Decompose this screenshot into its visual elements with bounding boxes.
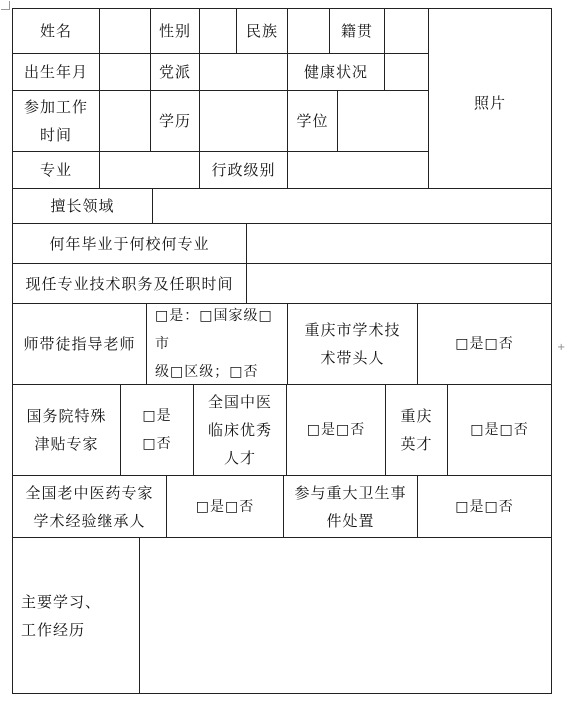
admin-level-field[interactable] bbox=[287, 151, 429, 189]
inheritor-label: 全国老中医药专家 学术经验继承人 bbox=[12, 475, 167, 538]
gender-field[interactable] bbox=[199, 8, 237, 54]
mentor-options[interactable]: □是：□国家级□市 级□区级；□否 bbox=[146, 303, 288, 385]
work-start-label: 参加工作 时间 bbox=[12, 90, 100, 152]
cq-leader-options[interactable]: □是□否 bbox=[417, 303, 552, 385]
ethnicity-field[interactable] bbox=[287, 8, 330, 54]
birth-field[interactable] bbox=[99, 53, 151, 91]
title-label: 现任专业技术职务及任职时间 bbox=[12, 263, 247, 304]
inheritor-options[interactable]: □是□否 bbox=[166, 475, 284, 538]
plus-mark: + bbox=[557, 342, 566, 353]
degree-label: 学位 bbox=[287, 90, 338, 152]
work-start-field[interactable] bbox=[99, 90, 151, 152]
experience-field[interactable] bbox=[139, 537, 552, 694]
health-event-label: 参与重大卫生事 件处置 bbox=[283, 475, 418, 538]
state-council-label: 国务院特殊 津贴专家 bbox=[12, 384, 121, 476]
birth-label: 出生年月 bbox=[12, 53, 100, 91]
corner-mark bbox=[1, 1, 10, 10]
graduation-field[interactable] bbox=[246, 223, 552, 264]
national-tcm-options[interactable]: □是□否 bbox=[286, 384, 386, 476]
expertise-field[interactable] bbox=[152, 188, 552, 224]
admin-level-label: 行政级别 bbox=[199, 151, 288, 189]
cq-talent-label: 重庆 英才 bbox=[385, 384, 448, 476]
degree-field[interactable] bbox=[337, 90, 429, 152]
major-field[interactable] bbox=[99, 151, 200, 189]
state-council-options[interactable]: □是 □否 bbox=[120, 384, 194, 476]
name-field[interactable] bbox=[99, 8, 151, 54]
mentor-label: 师带徒指导老师 bbox=[12, 303, 147, 385]
cq-talent-options[interactable]: □是□否 bbox=[447, 384, 552, 476]
gender-label: 性别 bbox=[150, 8, 200, 54]
native-place-field[interactable] bbox=[384, 8, 429, 54]
cq-leader-label: 重庆市学术技 术带头人 bbox=[287, 303, 418, 385]
name-label: 姓名 bbox=[12, 8, 100, 54]
native-place-label: 籍贯 bbox=[329, 8, 385, 54]
education-label: 学历 bbox=[150, 90, 200, 152]
expertise-label: 擅长领域 bbox=[12, 188, 153, 224]
major-label: 专业 bbox=[12, 151, 100, 189]
health-event-options[interactable]: □是□否 bbox=[417, 475, 552, 538]
title-field[interactable] bbox=[246, 263, 552, 304]
party-field[interactable] bbox=[199, 53, 288, 91]
national-tcm-label: 全国中医 临床优秀 人才 bbox=[193, 384, 287, 476]
photo-label: 照片 bbox=[428, 8, 552, 189]
education-field[interactable] bbox=[199, 90, 288, 152]
health-field[interactable] bbox=[384, 53, 429, 91]
party-label: 党派 bbox=[150, 53, 200, 91]
experience-label: 主要学习、 工作经历 bbox=[12, 537, 140, 694]
health-label: 健康状况 bbox=[287, 53, 385, 91]
ethnicity-label: 民族 bbox=[236, 8, 288, 54]
graduation-label: 何年毕业于何校何专业 bbox=[12, 223, 247, 264]
